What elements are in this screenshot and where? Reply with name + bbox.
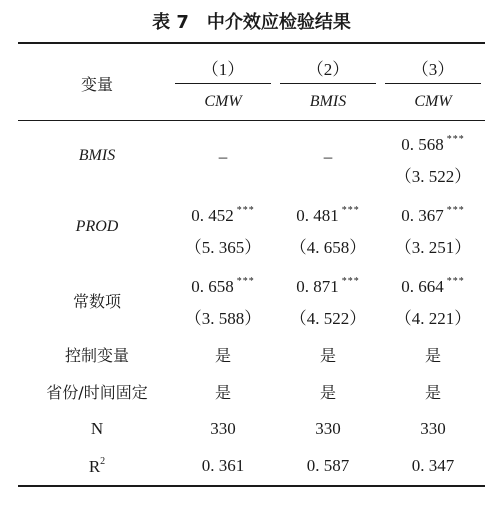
cell-const-3-t: （4. 221） bbox=[394, 309, 472, 328]
cell-n-2: 330 bbox=[315, 419, 341, 438]
cell-prod-3-t: （3. 251） bbox=[394, 238, 472, 257]
cell-fixed-1: 是 bbox=[214, 383, 232, 402]
row-label-fixed-effects: 省份/时间固定 bbox=[46, 383, 148, 402]
subrule-col2 bbox=[280, 83, 376, 84]
variable-header: 变量 bbox=[80, 75, 114, 94]
significance-stars: *** bbox=[446, 205, 465, 216]
cell-const-3-coef: 0. 664 *** bbox=[401, 276, 465, 296]
row-label-prod: PROD bbox=[75, 218, 119, 235]
cell-prod-1-t: （5. 365） bbox=[184, 238, 262, 257]
cell-controls-3: 是 bbox=[424, 346, 442, 365]
cell-prod-3-coef: 0. 367 *** bbox=[401, 205, 465, 225]
table-caption: 表 7 中介效应检验结果 bbox=[152, 12, 351, 33]
cell-fixed-2: 是 bbox=[319, 383, 337, 402]
cell-bmis-2: – bbox=[323, 147, 333, 166]
bottom-rule bbox=[18, 485, 485, 487]
col-name-1: CMW bbox=[204, 93, 242, 110]
row-label-controls: 控制变量 bbox=[64, 346, 130, 365]
col-number-2: （2） bbox=[306, 60, 350, 79]
significance-stars: *** bbox=[341, 276, 360, 287]
col-number-1: （1） bbox=[201, 60, 245, 79]
cell-controls-1: 是 bbox=[214, 346, 232, 365]
cell-controls-2: 是 bbox=[319, 346, 337, 365]
cell-fixed-3: 是 bbox=[424, 383, 442, 402]
subrule-col1 bbox=[175, 83, 271, 84]
cell-const-2-t: （4. 522） bbox=[289, 309, 367, 328]
row-label-r-squared: $R^2$ bbox=[88, 456, 106, 476]
col-name-3: CMW bbox=[414, 93, 452, 110]
cell-prod-2-t: （4. 658） bbox=[289, 238, 367, 257]
cell-prod-1-coef: 0. 452 *** bbox=[191, 205, 255, 225]
cell-const-1-t: （3. 588） bbox=[184, 309, 262, 328]
cell-r2-3: 0. 347 bbox=[411, 456, 455, 475]
significance-stars: *** bbox=[446, 276, 465, 287]
row-label-constant: 常数项 bbox=[72, 292, 122, 311]
cell-r2-1: 0. 361 bbox=[201, 456, 245, 475]
row-label-bmis: BMIS bbox=[78, 147, 116, 164]
row-label-n: N bbox=[90, 419, 104, 438]
cell-prod-2-coef: 0. 481 *** bbox=[296, 205, 360, 225]
header-rule bbox=[18, 120, 485, 121]
significance-stars: *** bbox=[236, 205, 255, 216]
col-name-2: BMIS bbox=[309, 93, 347, 110]
top-rule bbox=[18, 42, 485, 44]
significance-stars: *** bbox=[236, 276, 255, 287]
cell-n-1: 330 bbox=[210, 419, 236, 438]
cell-const-2-coef: 0. 871 *** bbox=[296, 276, 360, 296]
subrule-col3 bbox=[385, 83, 481, 84]
cell-r2-2: 0. 587 bbox=[306, 456, 350, 475]
significance-stars: *** bbox=[341, 205, 360, 216]
cell-const-1-coef: 0. 658 *** bbox=[191, 276, 255, 296]
cell-bmis-3-t: （3. 522） bbox=[394, 167, 472, 186]
cell-n-3: 330 bbox=[420, 419, 446, 438]
cell-bmis-3-coef: 0. 568 *** bbox=[401, 134, 465, 154]
significance-stars: *** bbox=[446, 134, 465, 145]
cell-bmis-1: – bbox=[218, 147, 228, 166]
col-number-3: （3） bbox=[411, 60, 455, 79]
